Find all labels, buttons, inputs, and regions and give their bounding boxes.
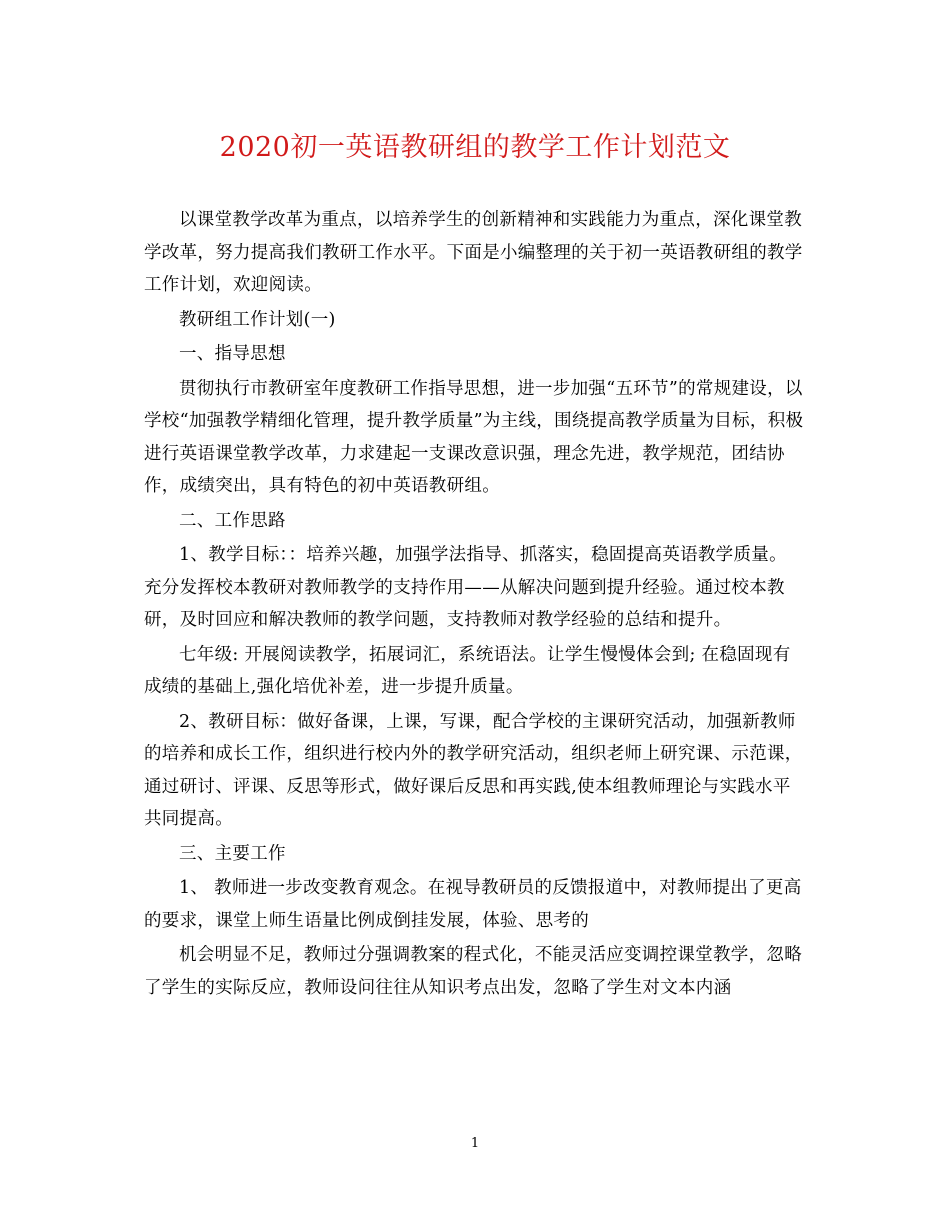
- intro-paragraph: 以课堂教学改革为重点，以培养学生的创新精神和实践能力为重点，深化课堂教学改革，努力提高我们教研工作水平。下面是小编整理的关于初一英语教研组的教学工作计划，欢迎阅读。: [144, 210, 803, 295]
- main-work-paragraph-2: 机会明显不足，教师过分强调教案的程式化，不能灵活应变调控课堂教学，忽略了学生的实际反应，教师设问往往从知识考点出发，忽略了学生对文本内涵: [144, 945, 802, 998]
- research-goal-paragraph: 2、教研目标：做好备课，上课，写课，配合学校的主课研究活动，加强新教师的培养和成长工作，组织进行校内外的教学研究活动，组织老师上研究课、示范课，通过研讨、评课、反思等形式，做好课后反思和再实践,使本组教师理论与实践水平共同提高。: [144, 711, 803, 829]
- page-number: 1: [470, 1136, 480, 1151]
- document-body: [144, 204, 804, 1006]
- teaching-goal-paragraph: 1、教学目标：：培养兴趣，加强学法指导、抓落实，稳固提高英语教学质量。充分发挥校本教研对教师教学的支持作用——从解决问题到提升经验。通过校本教研，及时回应和解决教师的教学问题，支持教师对教学经验的总结和提升。: [144, 545, 787, 630]
- main-work-paragraph-1: 1、 教师进一步改变教育观念。在视导教研员的反馈报道中，对教师提出了更高的要求，课堂上师生语量比例成倒挂发展，体验、思考的: [144, 878, 802, 931]
- document-title: 2020初一英语教研组的教学工作计划范文: [219, 132, 731, 163]
- section-heading-main-work: 三、主要工作: [179, 843, 286, 864]
- section-heading-plan-one: 教研组工作计划(一): [179, 309, 336, 330]
- grade-seven-paragraph: 七年级: 开展阅读教学，拓展词汇，系统语法。让学生慢慢体会到; 在稳固现有成绩的基础上,强化培优补差，进一步提升质量。: [144, 644, 791, 697]
- section-heading-guiding-ideas: 一、指导思想: [179, 344, 286, 364]
- guiding-ideas-paragraph: 贯彻执行市教研室年度教研工作指导思想，进一步加强“五环节”的常规建设，以学校“加强教学精细化管理，提升教学质量”为主线，围绕提高教学质量为目标，积极进行英语课堂教学改革，力求建起一支课改意识强，理念先进，教学规范，团结协作，成绩突出，具有特色的初中英语教研组。: [144, 378, 804, 496]
- section-heading-work-ideas: 二、工作思路: [179, 510, 286, 531]
